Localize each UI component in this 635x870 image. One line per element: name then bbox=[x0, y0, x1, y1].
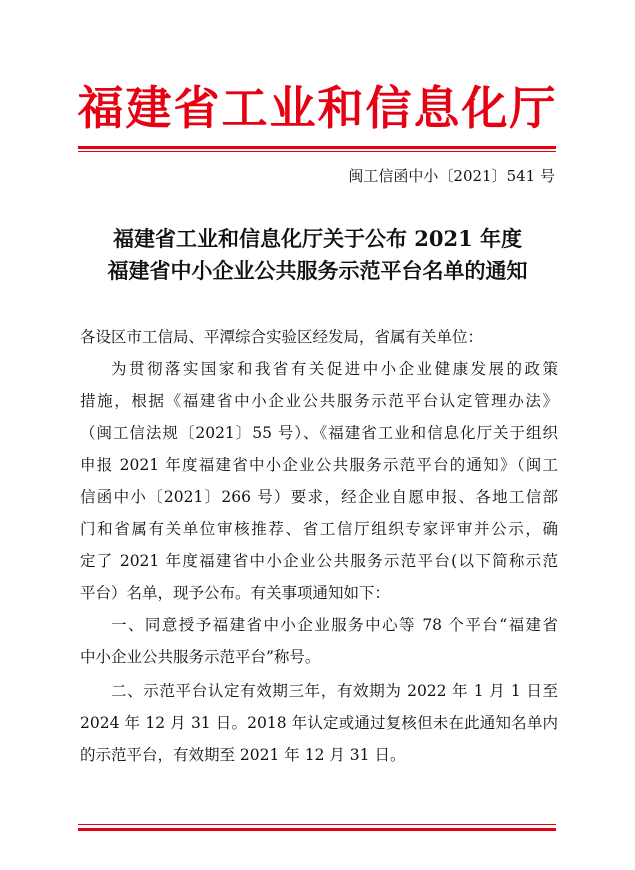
body-line: 一、同意授予福建省中小企业服务中心等 78 个平台“福建省 bbox=[111, 616, 558, 634]
body-line: 的示范平台，有效期至 2021 年 12 月 31 日。 bbox=[80, 746, 406, 764]
body-line: 平台）名单，现予公布。有关事项通知如下： bbox=[80, 584, 391, 602]
body-line: 定了 2021 年度福建省中小企业公共服务示范平台(以下简称示范 bbox=[80, 552, 558, 570]
red-divider-top bbox=[78, 146, 556, 149]
notice-title-line-1: 福建省工业和信息化厅关于公布 2021 年度 bbox=[112, 226, 523, 251]
body-line: 为贯彻落实国家和我省有关促进中小企业健康发展的政策 bbox=[111, 360, 558, 378]
body-line: 中小企业公共服务示范平台”称号。 bbox=[80, 648, 321, 666]
red-divider-bottom-thin bbox=[78, 824, 556, 825]
body-line: 信函中小〔2021〕266 号）要求，经企业自愿申报、各地工信部 bbox=[80, 488, 558, 506]
body-line: 二、示范平台认定有效期三年，有效期为 2022 年 1 月 1 日至 bbox=[111, 682, 558, 700]
body-line: （闽工信法规〔2021〕55 号）、《福建省工业和信息化厅关于组织 bbox=[80, 424, 558, 442]
salutation: 各设区市工信局、平潭综合实验区经发局，省属有关单位： bbox=[80, 328, 484, 346]
body-line: 申报 2021 年度福建省中小企业公共服务示范平台的通知》（闽工 bbox=[80, 456, 558, 474]
org-title: 福建省工业和信息化厅 bbox=[77, 81, 558, 135]
body-line: 门和省属有关单位审核推荐、省工信厅组织专家评审并公示，确 bbox=[80, 520, 558, 538]
body-line: 措施，根据《福建省中小企业公共服务示范平台认定管理办法》 bbox=[80, 392, 558, 410]
red-divider-bottom bbox=[78, 828, 556, 831]
document-number: 闽工信函中小〔2021〕541 号 bbox=[348, 167, 555, 185]
body-line: 2024 年 12 月 31 日。2018 年认定或通过复核但未在此通知名单内 bbox=[80, 714, 558, 732]
red-divider-top-thin bbox=[78, 151, 556, 152]
notice-title-line-2: 福建省中小企业公共服务示范平台名单的通知 bbox=[107, 258, 528, 283]
